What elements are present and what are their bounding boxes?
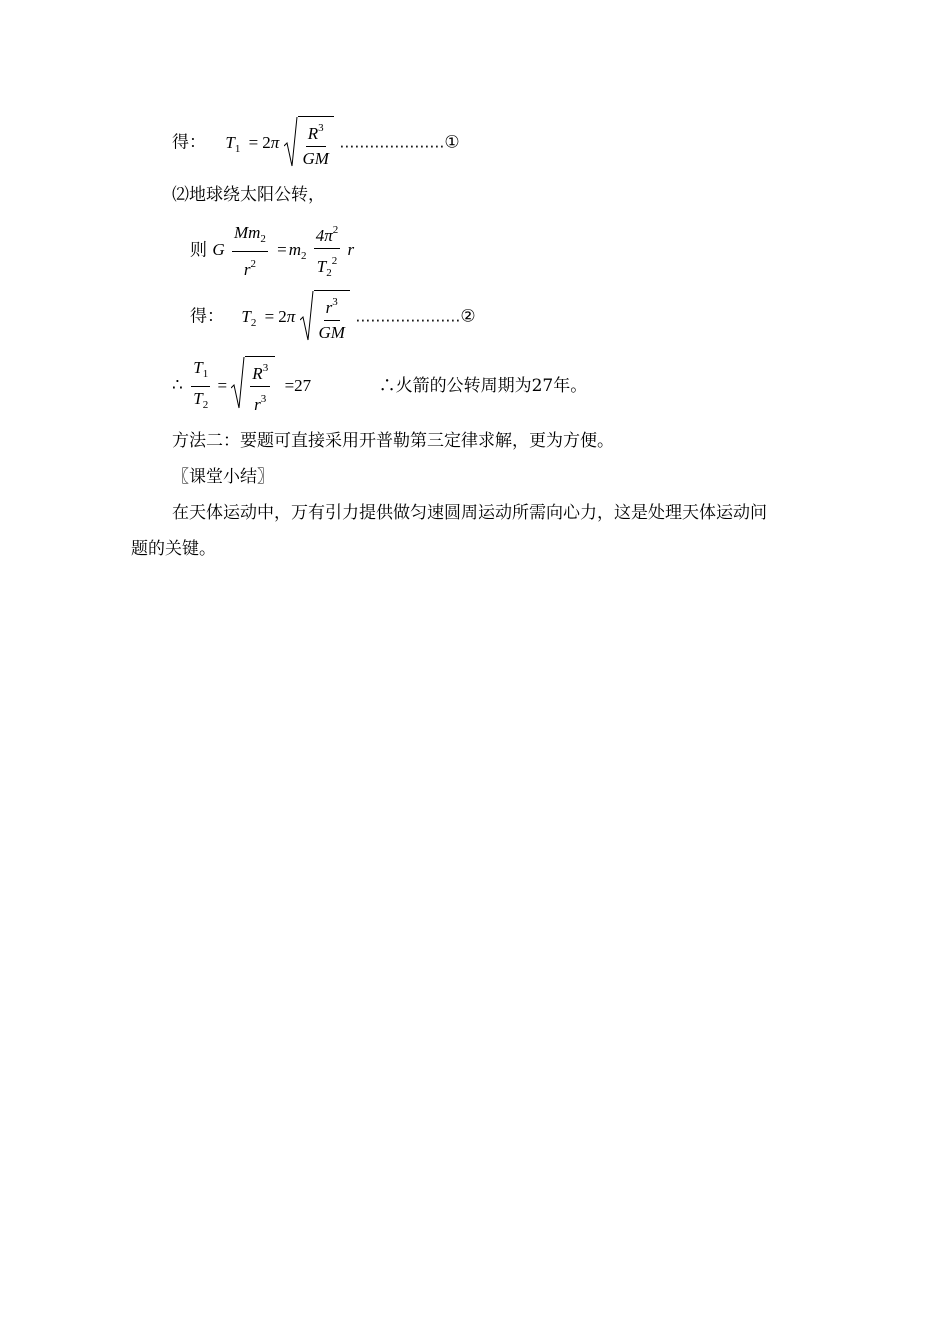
summary-title [172, 466, 274, 488]
eq1-marker: ① [444, 132, 460, 153]
eq4-conclusion: ∴火箭的公转周期为27年。 [378, 375, 588, 396]
eq1-lhs-var: T [225, 132, 235, 152]
eq2-den2-sub: 2 [326, 267, 332, 279]
eq4-r-small-exp: 3 [260, 393, 267, 405]
eq3-sqrt [300, 290, 350, 344]
eq4-t1-sub: 1 [202, 368, 209, 381]
radical-sign-icon [284, 116, 298, 168]
eq4-eq-sign: = [217, 375, 228, 395]
earth-orbit-heading [172, 184, 325, 206]
eq4-r-small: r [254, 395, 261, 414]
eq3-label: 得： [190, 306, 224, 327]
eq1-num-var: R [307, 124, 319, 143]
equation-2 [190, 219, 354, 284]
eq1-eq-sign: = [248, 132, 259, 152]
summary-line-1: 在天体运动中，万有引力提供做匀速圆周运动所需向心力，这是处理天体运动问 [172, 503, 767, 523]
eq2-m-sub: 2 [301, 250, 307, 263]
eq1-coef: 2 [262, 132, 271, 152]
eq4-t2-sub: 2 [202, 399, 209, 412]
eq1-num-exp: 3 [318, 122, 324, 134]
eq2-num2: 4π [315, 226, 333, 245]
eq3-num-exp: 3 [332, 296, 338, 308]
eq3-den: GM [318, 323, 345, 342]
method-two-text: 方法二：要题可直接采用开普勒第三定律求解，更为方便。 [172, 431, 614, 451]
eq4-t1: T [193, 358, 203, 378]
summary-line-2: 题的关键。 [131, 539, 216, 559]
eq3-dots: ………………… [355, 307, 461, 326]
earth-orbit-text: ⑵地球绕太阳公转， [172, 185, 325, 205]
eq1-den: GM [302, 149, 329, 168]
equation-3 [190, 290, 476, 344]
eq3-marker: ② [460, 306, 476, 327]
eq2-den2: T [316, 257, 327, 276]
eq4-sqrt [231, 356, 275, 416]
eq2-den-r: r [243, 260, 251, 279]
eq2-m: m [288, 240, 302, 260]
method-two [172, 430, 614, 452]
equation-1 [172, 116, 460, 170]
eq1-pi: π [270, 132, 280, 152]
eq2-label: 则 [190, 240, 207, 261]
radical-sign-icon [231, 356, 245, 410]
eq4-r-big-exp: 3 [262, 362, 269, 374]
eq2-eq-sign: = [277, 240, 287, 260]
eq2-num-m: Mm [233, 223, 261, 242]
eq1-sqrt [284, 116, 334, 170]
eq4-therefore: ∴ [172, 375, 183, 396]
radical-sign-icon [300, 290, 314, 342]
eq3-coef: 2 [278, 306, 287, 326]
eq3-pi: π [286, 306, 296, 326]
summary-title-text: 〖课堂小结〗 [172, 467, 274, 487]
eq1-dots: ………………… [339, 133, 445, 152]
equation-4 [172, 356, 587, 416]
eq1-lhs-sub: 1 [234, 142, 241, 155]
eq2-den-exp: 2 [250, 258, 256, 270]
eq2-num-sub: 2 [260, 233, 266, 245]
eq2-den2-exp: 2 [331, 255, 338, 267]
eq3-lhs-sub: 2 [250, 316, 257, 329]
eq2-g: G [212, 240, 225, 260]
eq3-eq-sign: = [264, 306, 275, 326]
equation-1-label: 得： [172, 132, 206, 153]
eq4-r-big: R [252, 364, 263, 383]
eq3-lhs-var: T [241, 306, 251, 326]
eq4-t2: T [193, 389, 203, 409]
eq4-result: =27 [284, 375, 312, 395]
summary-paragraph-line-2 [131, 538, 216, 560]
eq3-num-var: r [325, 298, 333, 317]
summary-paragraph-line-1 [172, 502, 767, 524]
eq2-num2-exp: 2 [332, 224, 339, 236]
eq2-tail: r [347, 240, 355, 260]
